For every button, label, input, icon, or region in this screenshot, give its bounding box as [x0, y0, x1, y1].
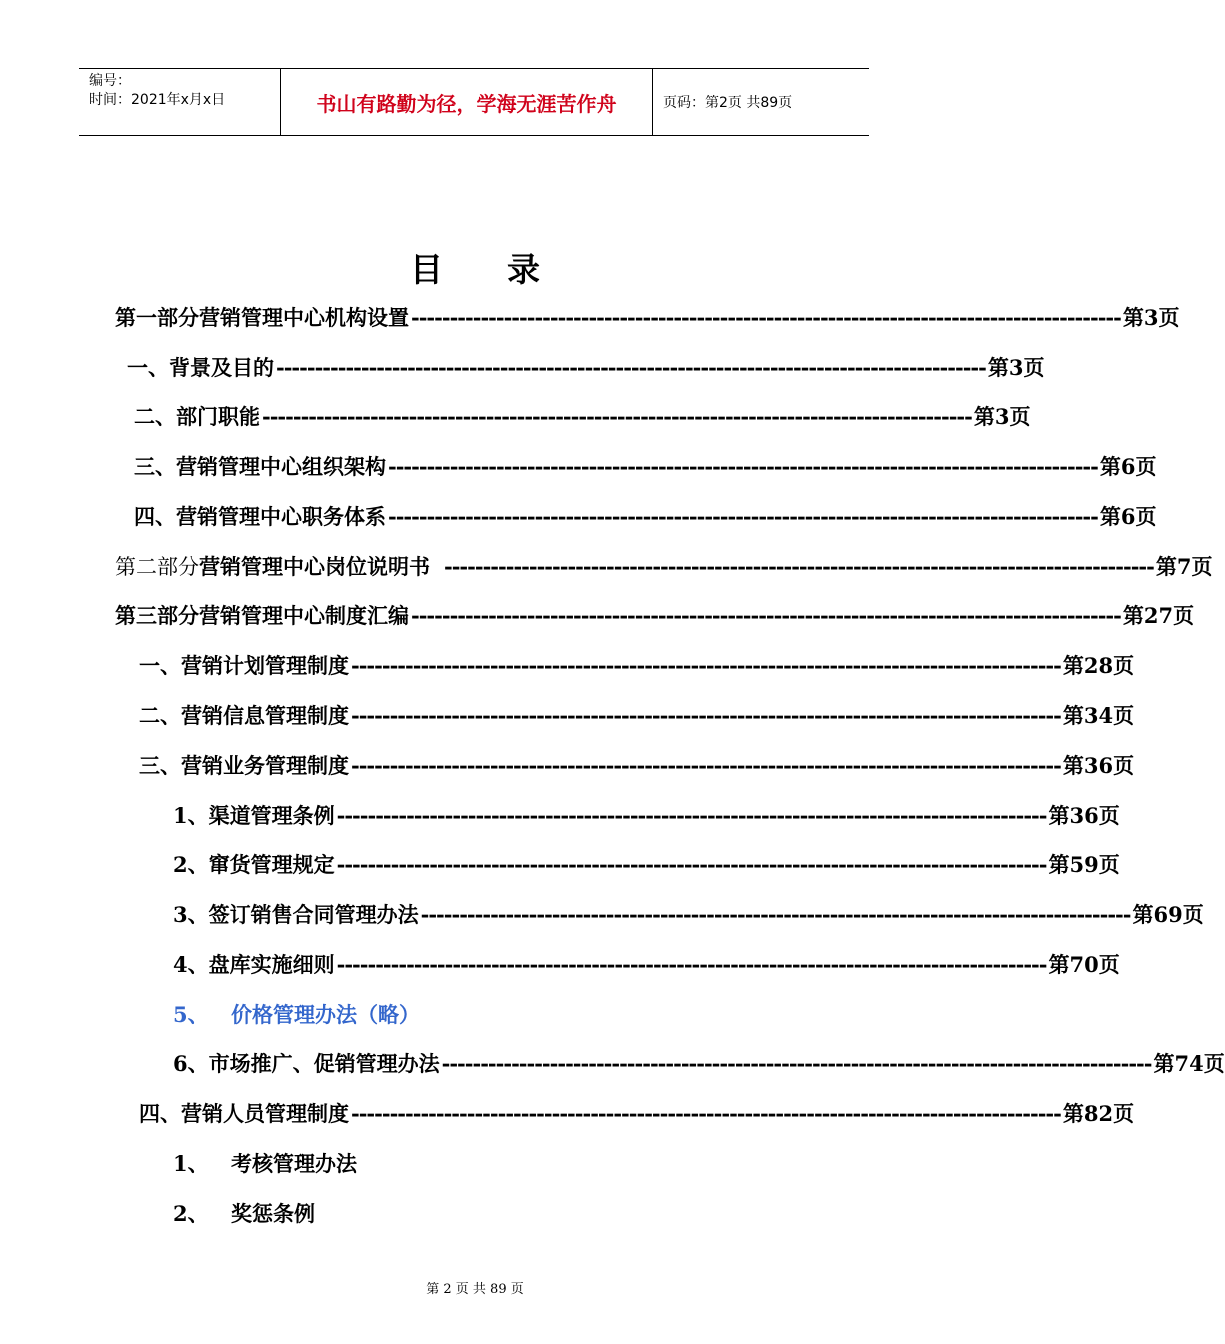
- toc-entry[interactable]: [115, 302, 1180, 332]
- toc-title-left: 目: [410, 250, 443, 289]
- toc-entry-leader: --------------------------------------------------------------------------------------------: [444, 553, 1154, 579]
- toc-entry-page: 第59页: [1048, 852, 1120, 877]
- toc-entry[interactable]: [139, 700, 1135, 730]
- toc-entry-label: 营销信息管理制度: [181, 703, 349, 728]
- page-footer: 第 2 页 共 89 页: [426, 1282, 524, 1297]
- toc-entry-number: 2、: [173, 852, 209, 877]
- toc-entry[interactable]: [139, 650, 1135, 680]
- toc-entry-leader: --------------------------------------------------------------------------------------------: [336, 851, 1047, 877]
- toc-entry[interactable]: [173, 1048, 1225, 1078]
- toc-entry[interactable]: [173, 1148, 573, 1178]
- toc-entry-number: 4、: [173, 952, 209, 977]
- motto: 书山有路勤为径，学海无涯苦作舟: [281, 69, 653, 135]
- toc-entry-number: 三、: [139, 753, 181, 778]
- toc-entry-leader: --------------------------------------------------------------------------------------------: [441, 1050, 1152, 1076]
- toc-entry-label: 营销管理中心岗位说明书: [199, 554, 430, 579]
- toc-entry-number: 一、: [127, 355, 169, 380]
- toc-entry-page: 第36页: [1062, 753, 1135, 778]
- toc-entry[interactable]: [173, 949, 1120, 979]
- toc-entry-page: 第36页: [1048, 803, 1120, 828]
- toc-entry-leader: --------------------------------------------------------------------------------------------: [420, 901, 1131, 927]
- toc-entry-number: 第一部分: [115, 305, 199, 330]
- toc-entry-leader: --------------------------------------------------------------------------------------------: [351, 752, 1061, 778]
- toc-entry-page: 第34页: [1062, 703, 1135, 728]
- toc-entry-number: 3、: [173, 902, 209, 927]
- toc-entry-number: 1、: [173, 1151, 209, 1176]
- toc-entry-label: 考核管理办法: [231, 1151, 357, 1176]
- toc-entry-label: 营销管理中心制度汇编: [199, 603, 409, 628]
- toc-entry[interactable]: [134, 501, 1157, 531]
- toc-entry-leader: --------------------------------------------------------------------------------------------: [388, 503, 1098, 529]
- toc-entry-page: 第82页: [1062, 1101, 1135, 1126]
- toc-entry-page: 第6页: [1099, 454, 1157, 479]
- toc-entry-page: 第7页: [1155, 554, 1213, 579]
- toc-entry-leader: --------------------------------------------------------------------------------------------: [411, 602, 1121, 628]
- toc-entry-page: 第70页: [1048, 952, 1120, 977]
- toc-entry-label: 渠道管理条例: [208, 803, 335, 828]
- toc-title-right: 录: [507, 250, 540, 289]
- toc-entry-label: 营销人员管理制度: [181, 1101, 349, 1126]
- time-label: 时间：2021年x月x日: [89, 92, 226, 108]
- toc-entry-number: 第二部分: [115, 555, 199, 579]
- toc-entry[interactable]: [115, 551, 1213, 581]
- toc-entry-number: 5、: [173, 1002, 209, 1027]
- toc-entry-number: 四、: [139, 1101, 181, 1126]
- toc-entry-page: 第3页: [987, 355, 1045, 380]
- code-label: 编号：: [89, 73, 131, 89]
- page-info: 页码：第2页 共89页: [663, 95, 793, 111]
- toc-entry[interactable]: [173, 849, 1120, 879]
- toc-entry-leader: --------------------------------------------------------------------------------------------: [336, 802, 1047, 828]
- toc-entry[interactable]: [134, 451, 1157, 481]
- toc-entry[interactable]: [139, 1098, 1135, 1128]
- toc-entry-label: 营销业务管理制度: [181, 753, 349, 778]
- toc-entry-label: 价格管理办法（略）: [231, 1002, 420, 1027]
- toc-entry-page: 第28页: [1062, 653, 1135, 678]
- toc-entry-number: 1、: [173, 803, 209, 828]
- toc-entry-number: 三、: [134, 454, 176, 479]
- toc-entry[interactable]: [139, 750, 1135, 780]
- toc-entry-leader: --------------------------------------------------------------------------------------------: [351, 652, 1061, 678]
- toc-entry-page: 第74页: [1153, 1051, 1225, 1076]
- toc-entry-number: 二、: [134, 404, 176, 429]
- toc-entry-number: 2、: [173, 1201, 209, 1226]
- toc-entry-leader: --------------------------------------------------------------------------------------------: [351, 702, 1061, 728]
- header-left-cell: [79, 69, 281, 135]
- toc-entry-page: 第69页: [1132, 902, 1204, 927]
- toc-entry-number: 二、: [139, 703, 181, 728]
- toc-entry-number: 第三部分: [115, 603, 199, 628]
- toc-entry[interactable]: [127, 352, 1045, 382]
- toc-entry-label: 背景及目的: [169, 355, 274, 380]
- toc-entry-page: 第27页: [1122, 603, 1195, 628]
- toc-entry-number: 一、: [139, 653, 181, 678]
- toc-entry-leader: --------------------------------------------------------------------------------------------: [262, 403, 972, 429]
- toc-entry-page: 第3页: [1122, 305, 1180, 330]
- toc-entry-label: 签订销售合同管理办法: [208, 902, 419, 927]
- toc-entry[interactable]: [173, 800, 1120, 830]
- toc-entry-label: 部门职能: [176, 404, 260, 429]
- toc-entry-leader: --------------------------------------------------------------------------------------------: [351, 1100, 1061, 1126]
- toc-title: [0, 244, 950, 291]
- toc-entry[interactable]: [134, 401, 1031, 431]
- toc-entry[interactable]: [173, 899, 1204, 929]
- toc-entry-label: 营销管理中心机构设置: [199, 305, 409, 330]
- toc-entry-label: 窜货管理规定: [208, 852, 335, 877]
- toc-entry[interactable]: [173, 1198, 573, 1228]
- toc-entry-page: 第6页: [1099, 504, 1157, 529]
- toc-entry-number: 6、: [173, 1051, 209, 1076]
- toc-entry-label: 营销管理中心职务体系: [176, 504, 386, 529]
- toc-entry-highlighted[interactable]: [173, 999, 573, 1029]
- toc-entry-number: 四、: [134, 504, 176, 529]
- toc-entry[interactable]: [115, 600, 1195, 630]
- toc-entry-label: 盘库实施细则: [208, 952, 335, 977]
- toc-entry-label: 市场推广、促销管理办法: [208, 1051, 440, 1076]
- toc-entry-leader: --------------------------------------------------------------------------------------------: [411, 304, 1121, 330]
- toc-entry-leader: --------------------------------------------------------------------------------------------: [276, 354, 986, 380]
- toc-entry-leader: --------------------------------------------------------------------------------------------: [388, 453, 1098, 479]
- toc-entry-label: 营销计划管理制度: [181, 653, 349, 678]
- toc-entry-label: 营销管理中心组织架构: [176, 454, 386, 479]
- toc-entry-label: 奖惩条例: [231, 1201, 315, 1226]
- header-table: [79, 68, 869, 136]
- toc-entry-leader: --------------------------------------------------------------------------------------------: [336, 951, 1047, 977]
- toc-entry-page: 第3页: [973, 404, 1031, 429]
